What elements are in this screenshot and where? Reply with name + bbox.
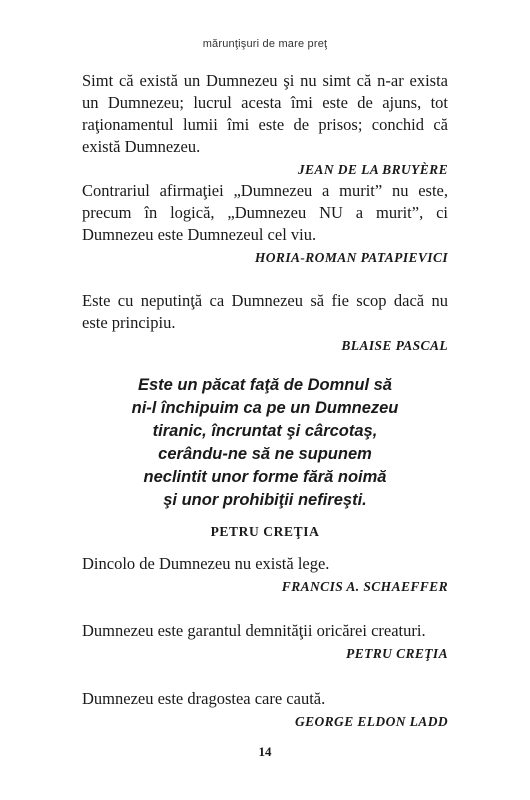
- quote-block-3: [82, 290, 448, 356]
- quote-text: Contrariul afirmaţiei „Dumnezeu a murit” nu este, precum în logică, „Dumnezeu NU a murit”, ci Dumnezeu este Dumnezeul cel viu.: [82, 181, 448, 244]
- quote-author: HORIA-ROMAN PATAPIEVICI: [254, 250, 448, 265]
- quote-block-1: [82, 70, 448, 180]
- featured-line: şi unor prohibiţii nefireşti.: [163, 491, 367, 509]
- running-header: mărunţişuri de mare preţ: [202, 38, 328, 50]
- featured-line: ni-l închipuim ca pe un Dumnezeu: [131, 399, 399, 417]
- quote-block-5: [82, 620, 448, 664]
- quote-block-2: [82, 180, 448, 268]
- featured-line: Este un păcat faţă de Domnul să: [138, 376, 392, 394]
- quote-text: Este cu neputinţă ca Dumnezeu să fie scop dacă nu este principiu.: [82, 291, 448, 332]
- featured-quote-text: [82, 374, 448, 512]
- featured-line: neclintit unor forme fără noimă: [143, 468, 387, 486]
- quote-text: Dumnezeu este dragostea care caută.: [82, 689, 326, 708]
- quote-author: BLAISE PASCAL: [341, 338, 448, 353]
- quote-block-4: [82, 553, 448, 597]
- quote-text: Dincolo de Dumnezeu nu există lege.: [82, 554, 330, 573]
- quote-author: PETRU CREŢIA: [346, 646, 448, 661]
- quote-text: Dumnezeu este garantul demnităţii oricărei creaturi.: [82, 621, 426, 640]
- quote-author: FRANCIS A. SCHAEFFER: [281, 579, 448, 594]
- quote-block-6: [82, 688, 448, 732]
- quote-author: GEORGE ELDON LADD: [294, 714, 448, 729]
- featured-quote-author: PETRU CREŢIA: [210, 524, 320, 539]
- quote-text: Simt că există un Dumnezeu şi nu simt că n-ar exista un Dumnezeu; lucrul acesta îmi este de ajuns, tot raţionamentul lumii îmi este de prisos; conchid că există Dumnezeu.: [82, 71, 448, 156]
- quote-author: JEAN DE LA BRUYÈRE: [297, 162, 448, 177]
- featured-line: cerându-ne să ne supunem: [158, 445, 372, 463]
- page-number: 14: [258, 744, 272, 759]
- featured-quote: [82, 374, 448, 542]
- featured-line: tiranic, încruntat şi cârcotaş,: [152, 422, 378, 440]
